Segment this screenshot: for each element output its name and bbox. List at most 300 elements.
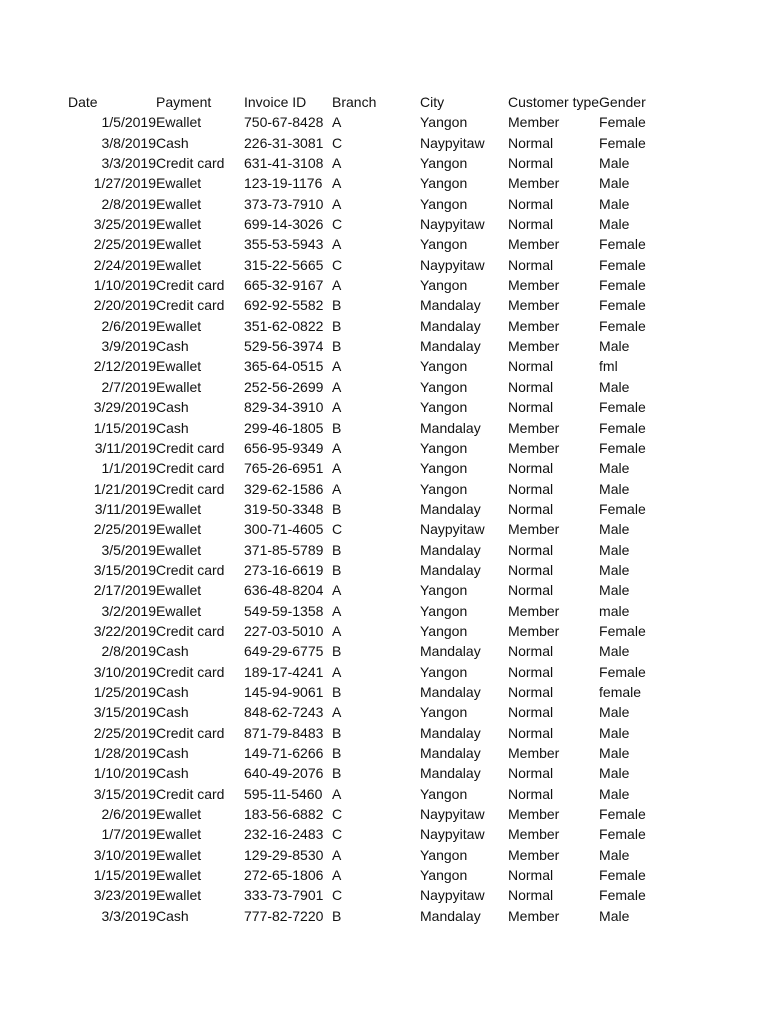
cell-gender: Male [599,724,630,741]
cell-invoice-id: 319-50-3348 [244,500,324,517]
cell-gender: Female [599,114,646,131]
cell-date: 2/24/2019 [93,256,156,273]
cell-branch: A [332,195,342,212]
cell-customer-type: Member [508,806,560,823]
cell-customer-type: Normal [508,358,554,375]
cell-payment: Ewallet [156,216,202,233]
cell-invoice-id: 145-94-9061 [244,683,324,700]
cell-branch: B [332,541,342,558]
cell-date: 3/15/2019 [93,704,156,721]
cell-payment: Ewallet [156,521,202,538]
cell-invoice-id: 636-48-8204 [244,582,324,599]
table-row [68,214,659,234]
cell-date: 3/9/2019 [101,338,156,355]
cell-payment: Credit card [156,663,225,680]
cell-customer-type: Normal [508,643,554,660]
cell-city: Yangon [420,175,468,192]
cell-date: 3/25/2019 [93,216,156,233]
table-row [68,560,659,580]
cell-gender: Female [599,887,646,904]
cell-payment: Ewallet [156,846,202,863]
cell-date: 1/27/2019 [93,175,156,192]
cell-payment: Cash [156,134,189,151]
cell-branch: B [332,643,342,660]
header-row [68,92,659,112]
table-row [68,133,659,153]
cell-city: Yangon [420,155,468,172]
cell-payment: Credit card [156,724,225,741]
cell-branch: B [332,561,342,578]
cell-branch: A [332,704,342,721]
cell-customer-type: Member [508,419,560,436]
table-row [68,316,659,336]
cell-gender: Female [599,399,646,416]
cell-date: 1/5/2019 [101,114,156,131]
cell-branch: A [332,846,342,863]
cell-customer-type: Normal [508,561,554,578]
cell-payment: Ewallet [156,806,202,823]
cell-date: 2/12/2019 [93,358,156,375]
cell-city: Mandalay [420,338,481,355]
cell-city: Yangon [420,114,468,131]
table-row [68,112,659,132]
cell-payment: Ewallet [156,602,202,619]
cell-gender: Male [599,378,630,395]
cell-city: Yangon [420,582,468,599]
cell-invoice-id: 640-49-2076 [244,765,324,782]
cell-city: Yangon [420,277,468,294]
cell-date: 1/21/2019 [93,480,156,497]
table-row [68,885,659,905]
cell-branch: A [332,378,342,395]
cell-branch: C [332,521,343,538]
cell-branch: A [332,622,342,639]
cell-branch: A [332,867,342,884]
cell-branch: A [332,582,342,599]
cell-payment: Credit card [156,622,225,639]
cell-invoice-id: 183-56-6882 [244,806,324,823]
cell-customer-type: Member [508,317,560,334]
cell-city: Yangon [420,378,468,395]
cell-payment: Credit card [156,155,225,172]
cell-customer-type: Member [508,846,560,863]
cell-city: Yangon [420,785,468,802]
cell-customer-type: Normal [508,480,554,497]
cell-date: 2/8/2019 [101,195,156,212]
cell-invoice-id: 692-92-5582 [244,297,324,314]
cell-customer-type: Member [508,277,560,294]
cell-invoice-id: 529-56-3974 [244,338,324,355]
cell-customer-type: Member [508,602,560,619]
cell-branch: C [332,216,343,233]
table-row [68,234,659,254]
cell-branch: B [332,317,342,334]
cell-date: 3/29/2019 [93,399,156,416]
table-row [68,906,659,926]
cell-customer-type: Normal [508,765,554,782]
table-row [68,153,659,173]
table-row [68,418,659,438]
cell-payment: Cash [156,643,189,660]
cell-invoice-id: 329-62-1586 [244,480,324,497]
table-row [68,356,659,376]
cell-city: Mandalay [420,765,481,782]
cell-date: 3/2/2019 [101,602,156,619]
cell-date: 1/1/2019 [101,460,156,477]
table-row [68,662,659,682]
cell-gender: female [599,683,642,700]
cell-branch: B [332,500,342,517]
cell-date: 1/7/2019 [101,826,156,843]
cell-gender: Male [599,582,630,599]
table-row [68,438,659,458]
table-row [68,458,659,478]
cell-branch: B [332,338,342,355]
cell-payment: Ewallet [156,256,202,273]
cell-customer-type: Normal [508,663,554,680]
cell-gender: Female [599,277,646,294]
cell-city: Mandalay [420,297,481,314]
cell-date: 3/10/2019 [93,663,156,680]
cell-payment: Credit card [156,460,225,477]
cell-customer-type: Normal [508,216,554,233]
table-row [68,743,659,763]
cell-branch: B [332,724,342,741]
cell-payment: Ewallet [156,236,202,253]
cell-invoice-id: 272-65-1806 [244,867,324,884]
cell-customer-type: Member [508,622,560,639]
cell-date: 2/25/2019 [93,724,156,741]
cell-city: Yangon [420,480,468,497]
cell-payment: Cash [156,765,189,782]
table-row [68,519,659,539]
cell-city: Mandalay [420,500,481,517]
cell-city: Mandalay [420,745,481,761]
cell-gender: Female [599,236,646,253]
cell-customer-type: Member [508,338,560,355]
cell-invoice-id: 765-26-6951 [244,460,324,477]
cell-branch: B [332,419,342,436]
cell-customer-type: Normal [508,724,554,741]
cell-branch: A [332,175,342,192]
cell-date: 3/3/2019 [101,155,156,172]
cell-payment: Credit card [156,480,225,497]
cell-date: 1/25/2019 [93,683,156,700]
cell-payment: Ewallet [156,582,202,599]
cell-date: 3/22/2019 [93,622,156,639]
cell-branch: A [332,460,342,477]
cell-payment: Cash [156,419,189,436]
cell-branch: B [332,907,342,924]
cell-customer-type: Normal [508,867,554,884]
cell-city: Naypyitaw [420,887,485,904]
cell-date: 1/10/2019 [93,277,156,294]
cell-date: 3/5/2019 [101,541,156,558]
cell-gender: Male [599,460,630,477]
cell-branch: B [332,765,342,782]
cell-invoice-id: 299-46-1805 [244,419,324,436]
cell-payment: Ewallet [156,826,202,843]
cell-payment: Cash [156,338,189,355]
cell-city: Yangon [420,236,468,253]
table-row [68,580,659,600]
cell-branch: A [332,602,342,619]
cell-gender: Male [599,155,630,172]
cell-branch: B [332,745,342,761]
cell-invoice-id: 829-34-3910 [244,399,324,416]
table-row [68,804,659,824]
cell-date: 1/15/2019 [93,867,156,884]
cell-payment: Ewallet [156,175,202,192]
cell-gender: Male [599,338,630,355]
cell-date: 2/7/2019 [101,378,156,395]
cell-customer-type: Member [508,907,560,924]
header-customer-type: Customer type [508,94,600,110]
cell-date: 3/3/2019 [101,907,156,924]
cell-gender: Male [599,765,630,782]
cell-customer-type: Member [508,297,560,314]
cell-branch: B [332,683,342,700]
cell-date: 2/17/2019 [93,582,156,599]
cell-date: 3/8/2019 [101,134,156,151]
cell-invoice-id: 549-59-1358 [244,602,324,619]
cell-gender: Female [599,134,646,151]
cell-city: Yangon [420,704,468,721]
table-row [68,275,659,295]
table-row [68,824,659,844]
cell-city: Naypyitaw [420,216,485,233]
cell-gender: Male [599,480,630,497]
cell-city: Naypyitaw [420,134,485,151]
cell-gender: Male [599,175,630,192]
cell-invoice-id: 699-14-3026 [244,216,324,233]
cell-invoice-id: 333-73-7901 [244,887,324,904]
cell-invoice-id: 656-95-9349 [244,439,324,456]
cell-customer-type: Normal [508,500,554,517]
cell-invoice-id: 750-67-8428 [244,114,324,131]
cell-gender: Male [599,541,630,558]
cell-branch: A [332,785,342,802]
cell-date: 3/10/2019 [93,846,156,863]
cell-date: 3/11/2019 [94,439,156,456]
cell-branch: C [332,887,343,904]
cell-gender: Female [599,419,646,436]
table-row [68,601,659,621]
cell-gender: Male [599,745,630,761]
cell-city: Naypyitaw [420,256,485,273]
table-row [68,499,659,519]
cell-gender: Male [599,561,630,578]
cell-customer-type: Normal [508,704,554,721]
cell-city: Mandalay [420,419,481,436]
cell-city: Yangon [420,846,468,863]
cell-branch: B [332,297,342,314]
table-row [68,194,659,214]
cell-city: Yangon [420,195,468,212]
cell-gender: Male [599,195,630,212]
cell-customer-type: Normal [508,887,554,904]
table-row [68,865,659,885]
cell-branch: C [332,826,343,843]
cell-invoice-id: 848-62-7243 [244,704,324,721]
cell-customer-type: Normal [508,256,554,273]
cell-gender: Female [599,439,646,456]
cell-invoice-id: 665-32-9167 [244,277,324,294]
header-date: Date [68,94,98,110]
sales-table [68,92,659,926]
table-row [68,723,659,743]
cell-invoice-id: 777-82-7220 [244,907,324,924]
cell-branch: C [332,134,343,151]
cell-customer-type: Member [508,236,560,253]
cell-date: 1/10/2019 [93,765,156,782]
cell-customer-type: Normal [508,683,554,700]
cell-customer-type: Normal [508,378,554,395]
header-branch: Branch [332,94,377,110]
cell-invoice-id: 371-85-5789 [244,541,324,558]
cell-branch: A [332,277,342,294]
cell-city: Naypyitaw [420,826,485,843]
cell-invoice-id: 189-17-4241 [244,663,324,680]
cell-invoice-id: 227-03-5010 [244,622,324,639]
table-row [68,540,659,560]
table-row [68,702,659,722]
table-header [68,92,659,112]
cell-date: 1/28/2019 [93,745,156,761]
cell-payment: Ewallet [156,867,202,884]
cell-gender: Female [599,317,646,334]
cell-city: Naypyitaw [420,806,485,823]
header-city: City [420,94,445,110]
cell-payment: Cash [156,704,189,721]
header-gender: Gender [599,94,646,110]
cell-payment: Ewallet [156,887,202,904]
cell-invoice-id: 129-29-8530 [244,846,324,863]
cell-city: Mandalay [420,643,481,660]
cell-gender: fml [599,358,618,375]
cell-payment: Credit card [156,297,225,314]
cell-invoice-id: 595-11-5460 [244,785,323,802]
cell-invoice-id: 252-56-2699 [244,378,324,395]
cell-invoice-id: 273-16-6619 [244,561,324,578]
cell-gender: Female [599,500,646,517]
table-row [68,763,659,783]
cell-branch: A [332,114,342,131]
cell-gender: Male [599,846,630,863]
table-row [68,845,659,865]
cell-city: Mandalay [420,541,481,558]
cell-branch: A [332,663,342,680]
cell-branch: C [332,806,343,823]
cell-customer-type: Member [508,826,560,843]
table-row [68,336,659,356]
cell-gender: Female [599,297,646,314]
cell-date: 3/15/2019 [93,561,156,578]
cell-branch: A [332,480,342,497]
cell-city: Yangon [420,602,468,619]
table-body [68,112,659,926]
cell-city: Mandalay [420,561,481,578]
table-row [68,621,659,641]
cell-customer-type: Normal [508,785,554,802]
cell-branch: A [332,399,342,416]
cell-gender: Female [599,826,646,843]
cell-invoice-id: 355-53-5943 [244,236,324,253]
table-row [68,255,659,275]
cell-city: Mandalay [420,907,481,924]
cell-invoice-id: 232-16-2483 [244,826,324,843]
cell-gender: Female [599,806,646,823]
table-row [68,682,659,702]
cell-branch: C [332,256,343,273]
cell-customer-type: Normal [508,195,554,212]
cell-gender: Female [599,867,646,884]
cell-payment: Ewallet [156,358,202,375]
cell-city: Yangon [420,460,468,477]
cell-gender: Male [599,216,630,233]
cell-customer-type: Normal [508,460,554,477]
cell-gender: Female [599,663,646,680]
cell-gender: Male [599,643,630,660]
cell-payment: Cash [156,907,189,924]
cell-customer-type: Normal [508,541,554,558]
table-row [68,295,659,315]
cell-payment: Ewallet [156,114,202,131]
cell-city: Naypyitaw [420,521,485,538]
cell-customer-type: Member [508,439,560,456]
cell-invoice-id: 351-62-0822 [244,317,324,334]
cell-customer-type: Member [508,175,560,192]
cell-payment: Credit card [156,561,225,578]
table-row [68,397,659,417]
cell-payment: Cash [156,683,189,700]
cell-branch: A [332,358,342,375]
cell-payment: Credit card [156,277,225,294]
cell-date: 3/11/2019 [94,500,156,517]
cell-city: Mandalay [420,724,481,741]
cell-date: 3/15/2019 [93,785,156,802]
cell-city: Mandalay [420,317,481,334]
cell-date: 2/20/2019 [93,297,156,314]
cell-invoice-id: 631-41-3108 [244,155,324,172]
cell-gender: Male [599,704,630,721]
cell-invoice-id: 123-19-1176 [244,175,323,192]
cell-city: Yangon [420,622,468,639]
cell-customer-type: Normal [508,134,554,151]
cell-gender: Male [599,785,630,802]
cell-invoice-id: 649-29-6775 [244,643,324,660]
cell-gender: Female [599,622,646,639]
cell-invoice-id: 871-79-8483 [244,724,324,741]
cell-branch: A [332,439,342,456]
header-invoice-id: Invoice ID [244,94,307,110]
cell-city: Yangon [420,439,468,456]
cell-gender: Male [599,907,630,924]
cell-date: 2/25/2019 [93,236,156,253]
cell-invoice-id: 315-22-5665 [244,256,324,273]
cell-payment: Ewallet [156,500,202,517]
cell-branch: A [332,236,342,253]
table-row [68,173,659,193]
table-row [68,377,659,397]
cell-customer-type: Member [508,745,560,761]
table-row [68,479,659,499]
cell-customer-type: Normal [508,582,554,599]
cell-gender: Female [599,256,646,273]
cell-invoice-id: 365-64-0515 [244,358,324,375]
cell-invoice-id: 300-71-4605 [244,521,324,538]
cell-gender: male [599,602,630,619]
